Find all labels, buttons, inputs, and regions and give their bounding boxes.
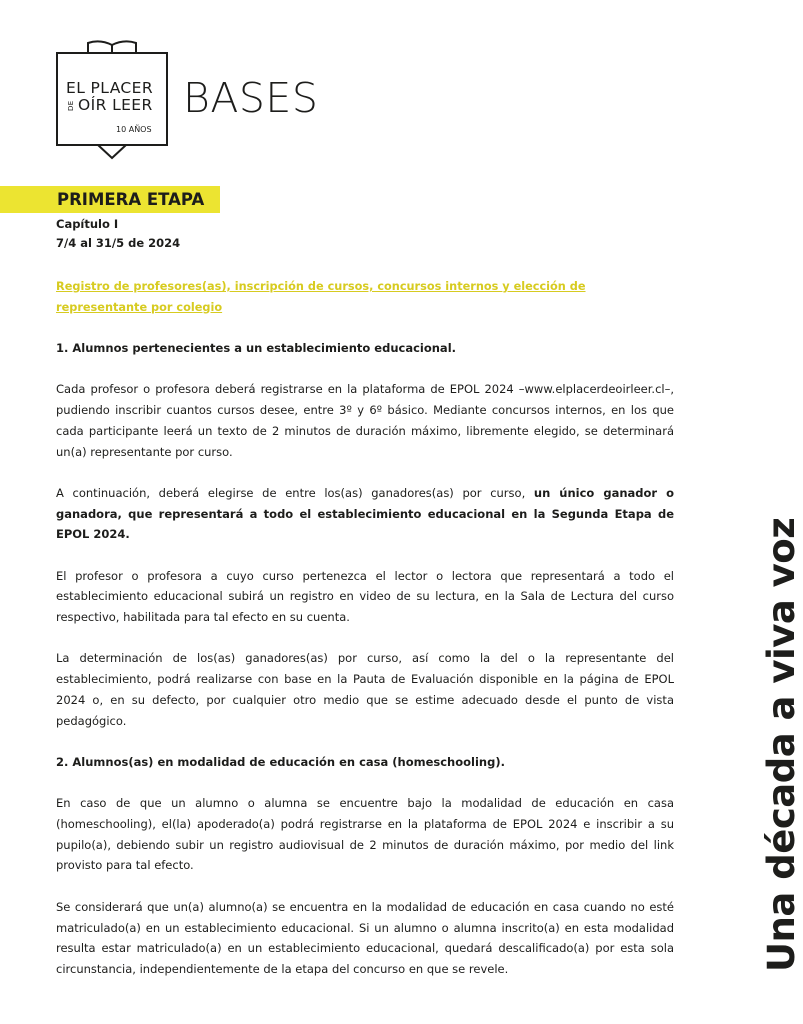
- section1-paragraph3: El profesor o profesora a cuyo curso pertenezca el lector o lectora que representará a todo el establecimiento educacional subirá un registro en video de su lectura, en la Sala de Lectura del curso respectivo, habilitada para tal efecto en su cuenta.: [56, 568, 674, 625]
- stage-dates: 7/4 al 31/5 de 2024: [56, 236, 181, 250]
- section1-paragraph1: Cada profesor o profesora deberá registrarse en la plataforma de EPOL 2024 –www.elplacerdeoirleer.cl–, pudiendo inscribir cuantos cursos desee, entre 3º y 6º básico. Mediante concursos internos, en los que cada participante leerá un texto de 2 minutos de duración máximo, libremente elegido, se determinará un(a) representante por curso.: [56, 382, 674, 459]
- stage-title: PRIMERA ETAPA: [57, 190, 205, 209]
- logo: [56, 52, 168, 146]
- main-content: [56, 338, 674, 980]
- section1-paragraph4: La determinación de los(as) ganadores(as) por curso, así como la del o la representante del establecimiento, podrá realizarse con base en la Pauta de Evaluación disponible en la página de EPOL 2024 o, en su defecto, por cualquier otro medio que se estime adecuado desde el punto de vista pedagógico.: [56, 651, 674, 728]
- logo-line1: EL PLACER: [66, 79, 154, 97]
- logo-years: 10 AÑOS: [116, 125, 152, 134]
- registration-link[interactable]: Registro de profesores(as), inscripción de cursos, concursos internos y elección de representante por colegio: [56, 280, 586, 314]
- section2-heading: 2. Alumnos(as) en modalidad de educación en casa (homeschooling).: [56, 754, 505, 769]
- section1-paragraph2: [56, 483, 674, 545]
- book-bottom-icon: [96, 144, 128, 160]
- section2-paragraph1: En caso de que un alumno o alumna se encuentre bajo la modalidad de educación en casa (homeschooling), el(la) apoderado(a) podrá registrarse en la plataforma de EPOL 2024 e inscribir a su pupilo(a), debiendo subir un registro audiovisual de 2 minutos de duración máximo, por medio del link provisto para tal efecto.: [56, 796, 674, 873]
- page-title: BASES: [183, 74, 319, 122]
- section2-paragraph2: Se considerará que un(a) alumno(a) se encuentra en la modalidad de educación en casa cuando no esté matriculado(a) en un establecimiento educacional. Si un alumno o alumna inscrito(a) en esta modalidad resulta estar matriculado(a) en un establecimiento educacional, quedará descalificado(a) por esta sola circunstancia, independientemente de la etapa del concurso en que se revele.: [56, 899, 674, 976]
- section1-paragraph2-start: A continuación, deberá elegirse de entre los(as) ganadores(as) por curso,: [56, 485, 534, 500]
- side-slogan: Una década a viva voz: [760, 517, 803, 972]
- side-slogan-container: [692, 517, 803, 980]
- logo-de: DE: [67, 100, 75, 111]
- chapter-label: Capítulo I: [56, 217, 119, 231]
- logo-line2: [66, 96, 153, 114]
- section1-paragraph2-bold: un único ganador o ganadora, que representará a todo el establecimiento educacional en la Segunda Etapa de EPOL 2024.: [56, 485, 674, 542]
- section1-heading: 1. Alumnos pertenecientes a un establecimiento educacional.: [56, 341, 457, 355]
- logo-line2-text: OÍR LEER: [78, 96, 153, 114]
